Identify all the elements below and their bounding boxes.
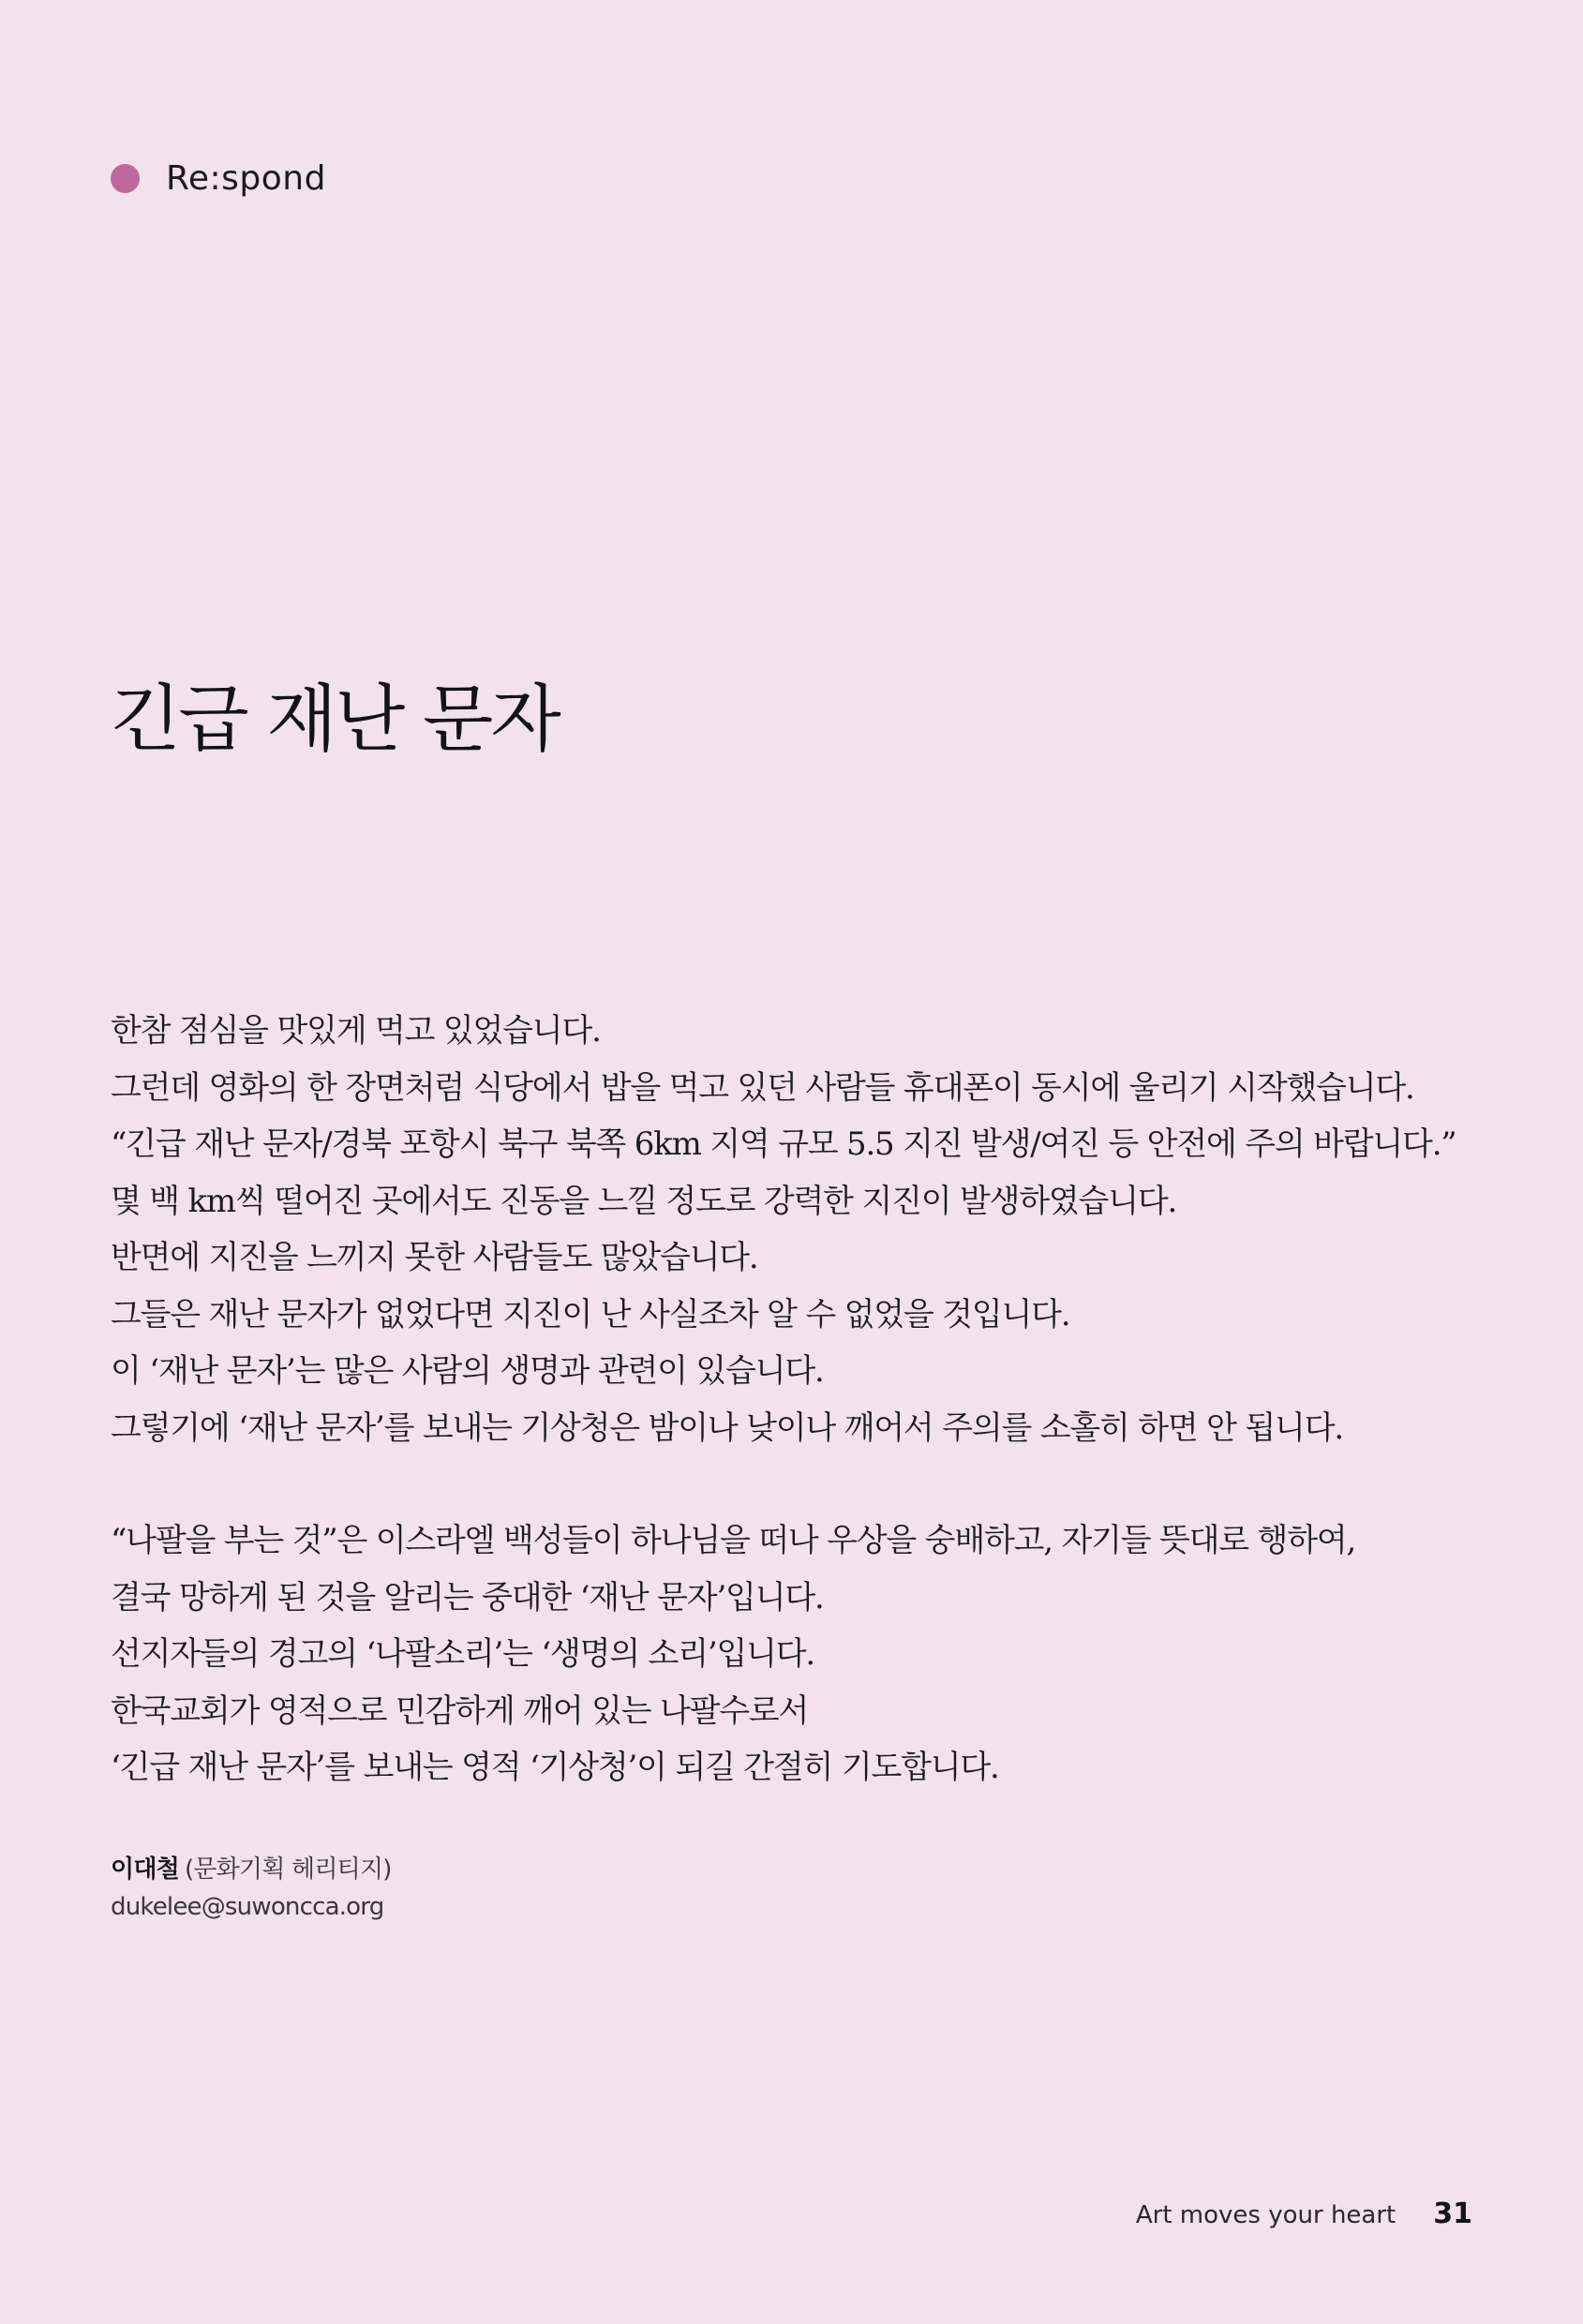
section-tag xyxy=(111,159,326,198)
paragraph-2 xyxy=(111,1512,1479,1796)
page-number: 31 xyxy=(1433,2197,1472,2230)
body-line: 결국 망하게 된 것을 알리는 중대한 ‘재난 문자’입니다. xyxy=(111,1578,824,1616)
paragraph-1 xyxy=(111,1003,1479,1456)
author-affiliation: (문화기획 헤리티지) xyxy=(184,1855,392,1884)
body-line: 한국교회가 영적으로 민감하게 깨어 있는 나팔수로서 xyxy=(111,1691,809,1730)
body-line: ‘긴급 재난 문자’를 보내는 영적 ‘기상청’이 되길 간절히 기도합니다. xyxy=(111,1749,999,1786)
section-label: Re:spond xyxy=(166,159,326,198)
body-line: 선지자들의 경고의 ‘나팔소리’는 ‘생명의 소리’입니다. xyxy=(111,1635,814,1673)
body-line: 몇 백 km씩 떨어진 곳에서도 진동을 느낄 정도로 강력한 지진이 발생하였습니다. xyxy=(111,1182,1177,1220)
body-line: 그렇기에 ‘재난 문자’를 보내는 기상청은 밤이나 낮이나 깨어서 주의를 소홀히 하면 안 됩니다. xyxy=(111,1408,1343,1447)
page-footer xyxy=(1136,2197,1472,2230)
article-title: 긴급 재난 문자 xyxy=(111,678,559,762)
body-line: 그들은 재난 문자가 없었다면 지진이 난 사실조차 알 수 없었을 것입니다. xyxy=(111,1295,1070,1333)
author-name: 이대철 xyxy=(111,1855,179,1884)
footer-tagline: Art moves your heart xyxy=(1135,2201,1396,2229)
article-body xyxy=(111,1003,1479,1796)
body-line: 반면에 지진을 느끼지 못한 사람들도 많았습니다. xyxy=(111,1239,758,1276)
body-line: 이 ‘재난 문자’는 많은 사람의 생명과 관련이 있습니다. xyxy=(111,1352,824,1390)
body-line: “긴급 재난 문자/경북 포항시 북구 북쪽 6km 지역 규모 5.5 지진 발생/여진 등 안전에 주의 바랍니다.” xyxy=(111,1125,1456,1163)
body-line: 한참 점심을 맛있게 먹고 있었습니다. xyxy=(111,1012,601,1050)
body-line: 그런데 영화의 한 장면처럼 식당에서 밥을 먹고 있던 사람들 휴대폰이 동시에 울리기 시작했습니다. xyxy=(111,1068,1414,1107)
author-email[interactable]: dukelee@suwoncca.org xyxy=(111,1893,384,1921)
author-block xyxy=(111,1851,392,1926)
section-dot-icon xyxy=(111,164,140,193)
body-line: “나팔을 부는 것”은 이스라엘 백성들이 하나님을 떠나 우상을 숭배하고, 자기들 뜻대로 행하여, xyxy=(111,1522,1356,1559)
paragraph-spacer xyxy=(111,1456,1479,1512)
author-line xyxy=(111,1851,392,1888)
